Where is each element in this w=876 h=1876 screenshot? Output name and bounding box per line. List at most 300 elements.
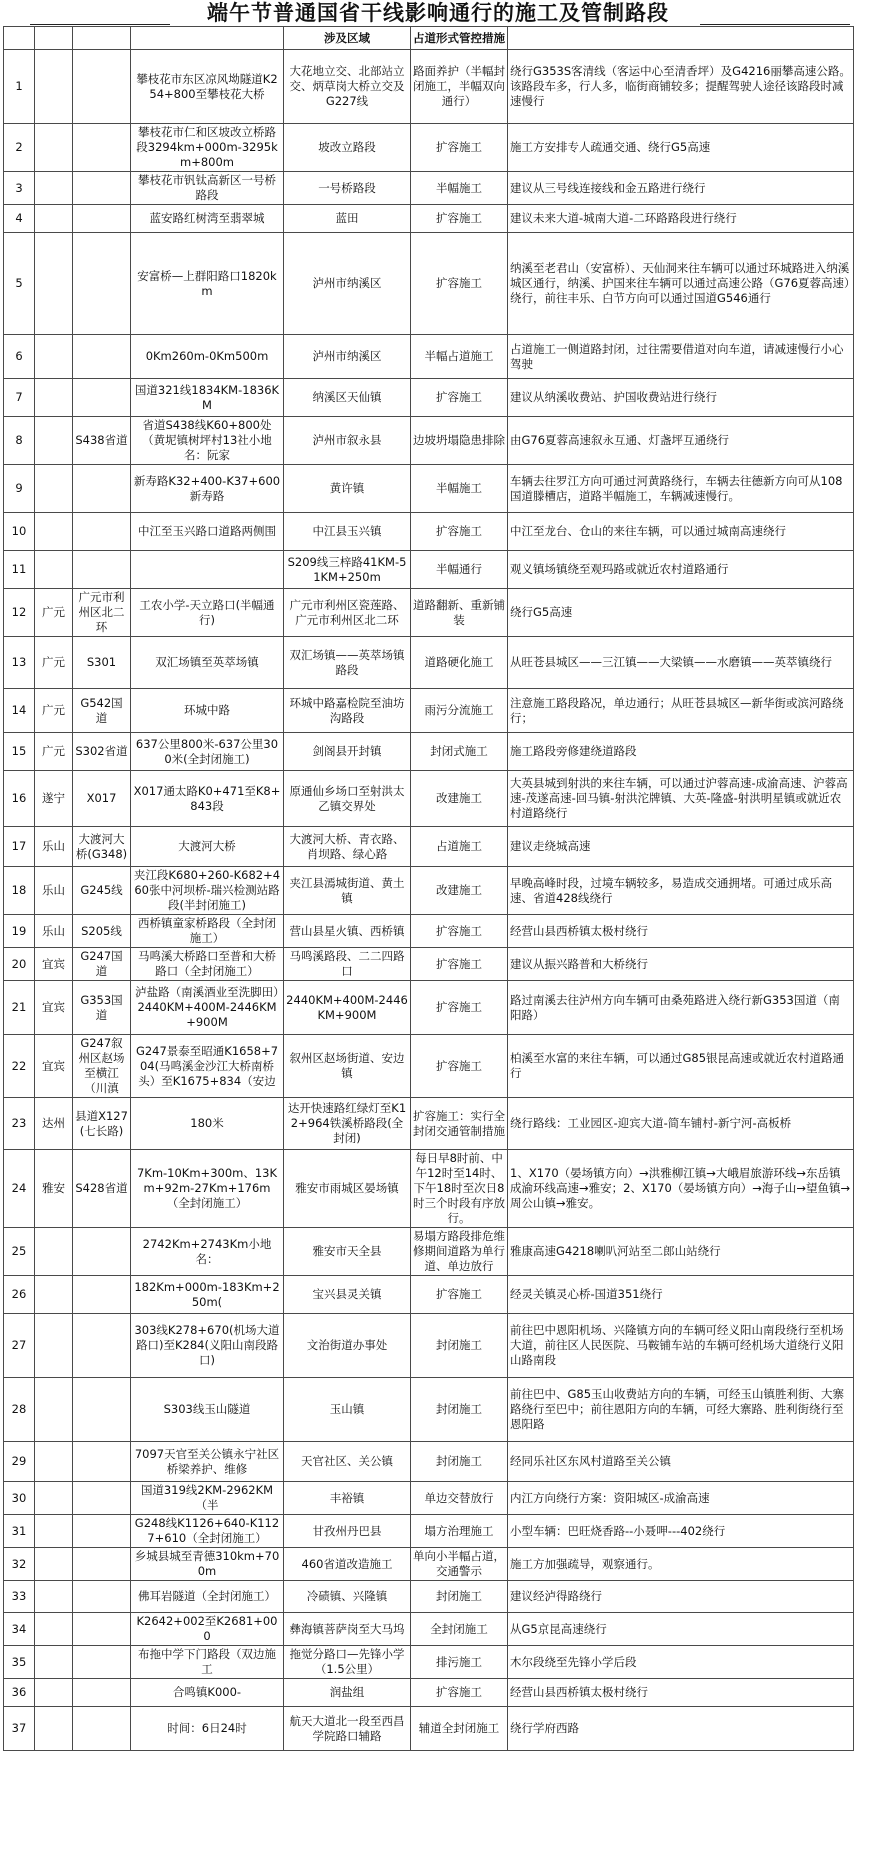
row-detour: 绕行学府西路: [508, 1707, 854, 1751]
header-city: [35, 27, 73, 50]
row-city: [35, 379, 73, 417]
row-area: 宝兴县灵关镇: [284, 1276, 411, 1314]
row-area: 纳溪区天仙镇: [284, 379, 411, 417]
row-city: [35, 1515, 73, 1548]
row-area: 甘孜州丹巴县: [284, 1515, 411, 1548]
row-city: [35, 465, 73, 513]
row-number: 15: [4, 733, 35, 771]
row-number: 20: [4, 948, 35, 981]
row-number: 12: [4, 589, 35, 637]
row-area: 天官社区、关公镇: [284, 1442, 411, 1482]
row-city: [35, 1378, 73, 1442]
table-header-row: [4, 27, 854, 50]
row-section: 2742Km+2743Km小地名：: [131, 1228, 284, 1276]
row-road: [73, 1442, 131, 1482]
row-area: 大花地立交、北部站立交、炳草岗大桥立交及G227线: [284, 50, 411, 124]
row-city: [35, 417, 73, 465]
row-area: 泸州市纳溪区: [284, 233, 411, 335]
row-area: 冷碛镇、兴隆镇: [284, 1581, 411, 1613]
row-control: 封闭施工: [411, 1581, 508, 1613]
row-city: [35, 1646, 73, 1679]
row-city: 广元: [35, 733, 73, 771]
row-city: [35, 1581, 73, 1613]
row-section: 攀枝花市仁和区坡改立桥路段3294km+000m-3295km+800m: [131, 124, 284, 172]
table-row: [4, 981, 854, 1035]
table-row: [4, 827, 854, 867]
row-section: 佛耳岩隧道（全封闭施工）: [131, 1581, 284, 1613]
row-control: 扩容施工: [411, 205, 508, 233]
row-control: 易塌方路段排危维修期间道路为单行道、单边放行: [411, 1228, 508, 1276]
row-number: 10: [4, 513, 35, 551]
row-road: [73, 1613, 131, 1646]
table-row: [4, 1548, 854, 1581]
row-road: 广元市利州区北二环: [73, 589, 131, 637]
row-control: 扩容施工: [411, 233, 508, 335]
row-number: 5: [4, 233, 35, 335]
row-road: [73, 1679, 131, 1707]
row-number: 19: [4, 915, 35, 948]
row-city: [35, 1707, 73, 1751]
row-section: S303线玉山隧道: [131, 1378, 284, 1442]
row-number: 28: [4, 1378, 35, 1442]
row-detour: 内江方向绕行方案：资阳城区-成渝高速: [508, 1482, 854, 1515]
row-road: [73, 1707, 131, 1751]
table-row: [4, 513, 854, 551]
row-road: [73, 1228, 131, 1276]
row-area: 润盐组: [284, 1679, 411, 1707]
row-number: 24: [4, 1150, 35, 1228]
table-row: [4, 1515, 854, 1548]
row-city: 雅安: [35, 1150, 73, 1228]
row-road: S438省道: [73, 417, 131, 465]
row-city: [35, 1276, 73, 1314]
row-area: 叙州区赵场街道、安边镇: [284, 1035, 411, 1098]
row-area: 马鸣溪路段、二二四路口: [284, 948, 411, 981]
row-section: 新寿路K32+400-K37+600新寿路: [131, 465, 284, 513]
row-section: K2642+002至K2681+000: [131, 1613, 284, 1646]
row-section: 布拖中学下门路段（双边施工: [131, 1646, 284, 1679]
row-road: S302省道: [73, 733, 131, 771]
table-row: [4, 1581, 854, 1613]
row-detour: 早晚高峰时段，过境车辆较多，易造成交通拥堵。可通过成乐高速、省道428线绕行: [508, 867, 854, 915]
row-area: 拖觉分路口—先锋小学（1.5公里）: [284, 1646, 411, 1679]
row-section: [131, 551, 284, 589]
row-number: 18: [4, 867, 35, 915]
table-row: [4, 417, 854, 465]
row-detour: 建议从纳溪收费站、护国收费站进行绕行: [508, 379, 854, 417]
row-control: 排污施工: [411, 1646, 508, 1679]
row-area: 泸州市叙永县: [284, 417, 411, 465]
table-row: [4, 1314, 854, 1378]
table-row: [4, 551, 854, 589]
row-control: 扩容施工: [411, 379, 508, 417]
row-number: 7: [4, 379, 35, 417]
row-detour: 观义镇场镇绕至观玛路或就近农村道路通行: [508, 551, 854, 589]
table-row: [4, 1442, 854, 1482]
row-control: 雨污分流施工: [411, 689, 508, 733]
row-detour: 建议从三号线连接线和金五路进行绕行: [508, 172, 854, 205]
row-road: [73, 1548, 131, 1581]
row-city: 乐山: [35, 867, 73, 915]
row-road: S301: [73, 637, 131, 689]
table-row: [4, 637, 854, 689]
row-section: 乡城县城至青德310km+700m: [131, 1548, 284, 1581]
row-area: 文治街道办事处: [284, 1314, 411, 1378]
row-number: 14: [4, 689, 35, 733]
construction-table: [3, 26, 854, 1751]
row-city: 宜宾: [35, 948, 73, 981]
row-number: 37: [4, 1707, 35, 1751]
table-row: [4, 1613, 854, 1646]
table-row: [4, 335, 854, 379]
row-section: 攀枝花市钒钛高新区一号桥路段: [131, 172, 284, 205]
row-section: 蓝安路红树湾至翡翠城: [131, 205, 284, 233]
row-number: 1: [4, 50, 35, 124]
table-row: [4, 172, 854, 205]
row-detour: 施工路段旁修建绕道路段: [508, 733, 854, 771]
row-control: 半幅施工: [411, 465, 508, 513]
row-detour: 小型车辆：巴旺烧香路--小聂呷---402绕行: [508, 1515, 854, 1548]
row-city: [35, 1314, 73, 1378]
row-city: [35, 124, 73, 172]
row-number: 30: [4, 1482, 35, 1515]
table-row: [4, 867, 854, 915]
row-area: 460省道改造施工: [284, 1548, 411, 1581]
row-area: 雅安市雨城区晏场镇: [284, 1150, 411, 1228]
row-road: [73, 1581, 131, 1613]
title-rule-left: [30, 24, 170, 25]
table-row: [4, 689, 854, 733]
row-road: [73, 335, 131, 379]
row-area: 2440KM+400M-2446KM+900M: [284, 981, 411, 1035]
row-detour: 经营山县西桥镇太极村绕行: [508, 915, 854, 948]
row-road: G247国道: [73, 948, 131, 981]
row-road: [73, 1378, 131, 1442]
row-road: G353国道: [73, 981, 131, 1035]
row-road: [73, 50, 131, 124]
row-section: 省道S438线K60+800处（黄坭镇树坪村13社小地名：阮家: [131, 417, 284, 465]
table-row: [4, 771, 854, 827]
row-city: [35, 50, 73, 124]
row-section: 7097天官至关公镇永宁社区桥梁养护、维修: [131, 1442, 284, 1482]
row-detour: 经灵关镇灵心桥-国道351绕行: [508, 1276, 854, 1314]
row-detour: 绕行G5高速: [508, 589, 854, 637]
row-control: 扩容施工: [411, 915, 508, 948]
row-area: 原通仙乡场口至射洪太乙镇交界处: [284, 771, 411, 827]
row-section: 环城中路: [131, 689, 284, 733]
row-area: 雅安市天全县: [284, 1228, 411, 1276]
row-number: 27: [4, 1314, 35, 1378]
row-control: 单边交替放行: [411, 1482, 508, 1515]
row-section: 泸盐路（南溪酒业至洗脚田）2440KM+400M-2446KM+900M: [131, 981, 284, 1035]
row-area: 泸州市纳溪区: [284, 335, 411, 379]
row-detour: 1、X170（晏场镇方向）→洪雅柳江镇→大峨眉旅游环线→东岳镇成渝环线高速→雅安；2、X170（晏场镇方向）→海子山→望鱼镇→周公山镇→雅安。: [508, 1150, 854, 1228]
row-area: 彝海镇菩萨岗至大马坞: [284, 1613, 411, 1646]
table-row: [4, 50, 854, 124]
row-section: 工农小学-天立路口(半幅通行): [131, 589, 284, 637]
row-number: 11: [4, 551, 35, 589]
row-road: [73, 1646, 131, 1679]
row-city: 广元: [35, 637, 73, 689]
row-section: 637公里800米-637公里300米(全封闭施工): [131, 733, 284, 771]
row-detour: 施工方安排专人疏通交通、绕行G5高速: [508, 124, 854, 172]
row-road: [73, 551, 131, 589]
row-detour: 建议走绕城高速: [508, 827, 854, 867]
row-road: [73, 205, 131, 233]
row-section: 303线K278+670(机场大道路口)至K284(义阳山南段路口): [131, 1314, 284, 1378]
row-control: 封闭施工: [411, 1378, 508, 1442]
row-control: 塌方治理施工: [411, 1515, 508, 1548]
row-section: 夹江段K680+260-K682+460张中河坝桥-瑞兴检测站路段(半封闭施工): [131, 867, 284, 915]
row-section: 合鸣镇K000-: [131, 1679, 284, 1707]
row-control: 扩容施工: [411, 981, 508, 1035]
row-area: 航天大道北一段至西昌学院路口辅路: [284, 1707, 411, 1751]
row-section: G247景泰至昭通K1658+704(马鸣溪金沙江大桥南桥头）至K1675+834（安边: [131, 1035, 284, 1098]
row-city: 乐山: [35, 827, 73, 867]
row-control: 扩容施工: [411, 1679, 508, 1707]
row-detour: 经同乐社区东风村道路至关公镇: [508, 1442, 854, 1482]
header-control: 占道形式管控措施: [411, 27, 508, 50]
row-city: [35, 1613, 73, 1646]
row-area: 蓝田: [284, 205, 411, 233]
row-road: [73, 1276, 131, 1314]
row-detour: 建议未来大道-城南大道-二环路路段进行绕行: [508, 205, 854, 233]
row-detour: 中江至龙台、仓山的来往车辆，可以通过城南高速绕行: [508, 513, 854, 551]
row-road: [73, 379, 131, 417]
row-number: 6: [4, 335, 35, 379]
row-control: 半幅通行: [411, 551, 508, 589]
row-area: 一号桥路段: [284, 172, 411, 205]
table-row: [4, 1482, 854, 1515]
row-control: 封闭式施工: [411, 733, 508, 771]
row-detour: 路过南溪去往泸州方向车辆可由桑苑路进入绕行新G353国道（南阳路）: [508, 981, 854, 1035]
row-detour: 纳溪至老君山（安富桥）、天仙洞来往车辆可以通过环城路进入纳溪城区通行，纳溪、护国来往车辆可以通过高速公路（G76夏蓉高速）绕行，前往丰乐、白节方向可以通过国道G546通行: [508, 233, 854, 335]
table-row: [4, 205, 854, 233]
row-number: 29: [4, 1442, 35, 1482]
row-city: [35, 513, 73, 551]
row-control: 扩容施工: [411, 1276, 508, 1314]
table-row: [4, 1378, 854, 1442]
row-road: [73, 172, 131, 205]
row-section: 时间：6日24时: [131, 1707, 284, 1751]
row-city: 遂宁: [35, 771, 73, 827]
row-area: 玉山镇: [284, 1378, 411, 1442]
row-city: [35, 1442, 73, 1482]
row-number: 17: [4, 827, 35, 867]
row-number: 21: [4, 981, 35, 1035]
row-number: 23: [4, 1098, 35, 1150]
row-number: 3: [4, 172, 35, 205]
row-section: 马鸣溪大桥路口至普和大桥路口（全封闭施工）: [131, 948, 284, 981]
row-area: 达开快速路红绿灯至K12+964铁溪桥路段(全封闭): [284, 1098, 411, 1150]
table-row: [4, 124, 854, 172]
row-city: [35, 205, 73, 233]
row-control: 每日早8时前、中午12时至14时、下午18时至次日8时三个时段有序放行。: [411, 1150, 508, 1228]
row-detour: 前往巴中、G85玉山收费站方向的车辆，可经玉山镇胜利街、大寨路绕行至巴中；前往恩阳方向的车辆，可经大寨路、胜利街绕行至恩阳路: [508, 1378, 854, 1442]
row-number: 33: [4, 1581, 35, 1613]
row-number: 8: [4, 417, 35, 465]
row-control: 扩容施工: [411, 513, 508, 551]
row-detour: 柏溪至水富的来往车辆，可以通过G85银昆高速或就近农村道路通行: [508, 1035, 854, 1098]
row-area: 剑阁县开封镇: [284, 733, 411, 771]
row-area: 中江县玉兴镇: [284, 513, 411, 551]
row-number: 32: [4, 1548, 35, 1581]
table-row: [4, 233, 854, 335]
row-city: 达州: [35, 1098, 73, 1150]
row-road: [73, 1482, 131, 1515]
row-road: G245线: [73, 867, 131, 915]
row-detour: 由G76夏蓉高速叙永互通、灯盏坪互通绕行: [508, 417, 854, 465]
row-detour: 建议经泸得路绕行: [508, 1581, 854, 1613]
header-road: [73, 27, 131, 50]
header-no: [4, 27, 35, 50]
table-row: [4, 1679, 854, 1707]
row-area: 广元市利州区瓷莲路、广元市利州区北二环: [284, 589, 411, 637]
row-road: [73, 465, 131, 513]
row-area: S209线三梓路41KM-51KM+250m: [284, 551, 411, 589]
row-detour: 雅康高速G4218喇叭河站至二郎山站绕行: [508, 1228, 854, 1276]
row-detour: 木尔段绕至先锋小学后段: [508, 1646, 854, 1679]
row-control: 改建施工: [411, 771, 508, 827]
row-section: 双汇场镇至英萃场镇: [131, 637, 284, 689]
row-area: 营山县星火镇、西桥镇: [284, 915, 411, 948]
row-city: 广元: [35, 589, 73, 637]
row-number: 22: [4, 1035, 35, 1098]
row-detour: 车辆去往罗江方向可通过河黄路绕行，车辆去往德新方向可从108国道滕槽店，道路半幅施工，车辆减速慢行。: [508, 465, 854, 513]
row-area: 环城中路嘉检院至油坊沟路段: [284, 689, 411, 733]
table-row: [4, 733, 854, 771]
row-control: 扩容施工: [411, 1035, 508, 1098]
row-road: X017: [73, 771, 131, 827]
row-number: 34: [4, 1613, 35, 1646]
row-road: [73, 124, 131, 172]
table-row: [4, 465, 854, 513]
row-control: 单向小半幅占道，交通警示: [411, 1548, 508, 1581]
row-city: [35, 1482, 73, 1515]
row-road: [73, 233, 131, 335]
row-road: [73, 1314, 131, 1378]
row-section: 182Km+000m-183Km+250m(: [131, 1276, 284, 1314]
row-road: [73, 1515, 131, 1548]
row-city: [35, 1679, 73, 1707]
row-control: 辅道全封闭施工: [411, 1707, 508, 1751]
row-control: 扩容施工: [411, 124, 508, 172]
row-road: S428省道: [73, 1150, 131, 1228]
table-row: [4, 948, 854, 981]
row-number: 2: [4, 124, 35, 172]
row-control: 半幅施工: [411, 172, 508, 205]
row-control: 边坡坍塌隐患排除: [411, 417, 508, 465]
table-row: [4, 1035, 854, 1098]
row-section: 大渡河大桥: [131, 827, 284, 867]
row-control: 占道施工: [411, 827, 508, 867]
row-area: 双汇场镇——英萃场镇路段: [284, 637, 411, 689]
row-city: [35, 335, 73, 379]
row-city: [35, 1548, 73, 1581]
row-city: 宜宾: [35, 981, 73, 1035]
row-detour: 占道施工一侧道路封闭，过往需要借道对向车道，请减速慢行小心驾驶: [508, 335, 854, 379]
document-title: 端午节普通国省干线影响通行的施工及管制路段: [207, 1, 669, 25]
row-number: 16: [4, 771, 35, 827]
header-area: 涉及区域: [284, 27, 411, 50]
row-number: 26: [4, 1276, 35, 1314]
row-area: 坡改立路段: [284, 124, 411, 172]
row-area: 黄许镇: [284, 465, 411, 513]
table-row: [4, 1707, 854, 1751]
row-control: 扩容施工: [411, 948, 508, 981]
row-control: 道路硬化施工: [411, 637, 508, 689]
row-section: 安富桥—上群阳路口1820km: [131, 233, 284, 335]
table-row: [4, 1228, 854, 1276]
row-area: 丰裕镇: [284, 1482, 411, 1515]
table-row: [4, 915, 854, 948]
row-city: 乐山: [35, 915, 73, 948]
row-city: 宜宾: [35, 1035, 73, 1098]
row-detour: 从旺苍县城区——三江镇——大梁镇——水磨镇——英萃镇绕行: [508, 637, 854, 689]
row-control: 半幅占道施工: [411, 335, 508, 379]
row-detour: 经营山县西桥镇太极村绕行: [508, 1679, 854, 1707]
row-detour: 绕行路线：工业园区-迎宾大道-简车铺村-新宁河-高板桥: [508, 1098, 854, 1150]
row-detour: 从G5京昆高速绕行: [508, 1613, 854, 1646]
header-section: [131, 27, 284, 50]
row-city: 广元: [35, 689, 73, 733]
title-rule-right: [700, 24, 850, 25]
row-number: 36: [4, 1679, 35, 1707]
row-area: 大渡河大桥、青衣路、肖坝路、绿心路: [284, 827, 411, 867]
row-road: S205线: [73, 915, 131, 948]
row-section: 7Km-10Km+300m、13Km+92m-27Km+176m（全封闭施工）: [131, 1150, 284, 1228]
row-city: [35, 172, 73, 205]
row-section: 国道321线1834KM-1836KM: [131, 379, 284, 417]
row-number: 25: [4, 1228, 35, 1276]
row-detour: 施工方加强疏导，观察通行。: [508, 1548, 854, 1581]
row-detour: 绕行G353S客清线（客运中心至清香坪）及G4216丽攀高速公路。该路段车多，行人多，临街商铺较多；提醒驾驶人途径该路段时减速慢行: [508, 50, 854, 124]
table-row: [4, 1150, 854, 1228]
row-road: G542国道: [73, 689, 131, 733]
row-section: 国道319线2KM-2962KM（半: [131, 1482, 284, 1515]
table-row: [4, 1098, 854, 1150]
row-number: 9: [4, 465, 35, 513]
row-number: 4: [4, 205, 35, 233]
row-road: [73, 513, 131, 551]
row-section: 180米: [131, 1098, 284, 1150]
row-road: 县道X127(七长路): [73, 1098, 131, 1150]
header-detour: [508, 27, 854, 50]
row-road: G247叙州区赵场至横江（川滇: [73, 1035, 131, 1098]
row-section: G248线K1126+640-K1127+610（全封闭施工）: [131, 1515, 284, 1548]
row-detour: 大英县城到射洪的来往车辆，可以通过沪蓉高速-成渝高速、沪蓉高速-茂遂高速-回马镇-射洪沱牌镇、大英-隆盛-射洪明星镇或就近农村道路绕行: [508, 771, 854, 827]
row-section: X017通太路K0+471至K8+843段: [131, 771, 284, 827]
table-row: [4, 1276, 854, 1314]
row-control: 封闭施工: [411, 1442, 508, 1482]
row-detour: 前往巴中恩阳机场、兴隆镇方向的车辆可经义阳山南段绕行至机场大道，前往区人民医院、马鞍铺车站的车辆可经机场大道绕行义阳山路南段: [508, 1314, 854, 1378]
row-control: 扩容施工：实行全封闭交通管制措施: [411, 1098, 508, 1150]
row-section: 攀枝花市东区凉风坳隧道K254+800至攀枝花大桥: [131, 50, 284, 124]
row-city: [35, 1228, 73, 1276]
row-control: 封闭施工: [411, 1314, 508, 1378]
row-control: 道路翻新、重新铺装: [411, 589, 508, 637]
row-number: 31: [4, 1515, 35, 1548]
row-control: 改建施工: [411, 867, 508, 915]
row-number: 35: [4, 1646, 35, 1679]
row-detour: 注意施工路段路况，单边通行；从旺苍县城区—新华街或滨河路绕行；: [508, 689, 854, 733]
table-row: [4, 379, 854, 417]
row-control: 路面养护（半幅封闭施工，半幅双向通行）: [411, 50, 508, 124]
row-detour: 建议从振兴路普和大桥绕行: [508, 948, 854, 981]
table-row: [4, 1646, 854, 1679]
row-city: [35, 233, 73, 335]
table-row: [4, 589, 854, 637]
